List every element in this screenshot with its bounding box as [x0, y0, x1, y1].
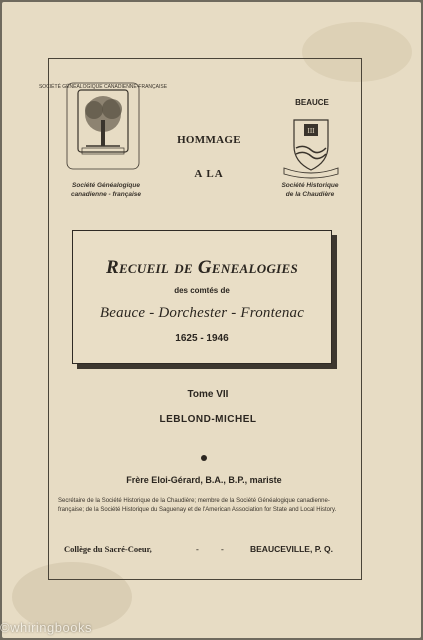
publisher-separator: - -: [196, 544, 234, 554]
author-name: Frère Eloi-Gérard, B.A., B.P., mariste: [126, 475, 282, 485]
left-seal-caption: [58, 182, 154, 199]
title-box: [72, 230, 332, 364]
publisher-location: BEAUCEVILLE, P. Q.: [250, 544, 333, 554]
caption-line: canadienne - française: [70, 190, 142, 198]
caption-line: Société Historique: [281, 182, 339, 189]
genealogical-society-seal-icon: [38, 82, 168, 176]
book-title: Recueil de Genealogies: [105, 257, 299, 278]
svg-text:III: III: [307, 127, 315, 135]
year-range: 1625 - 1946: [175, 333, 229, 344]
book-subtitle: des comtés de: [174, 286, 230, 295]
volume-number: Tome VII: [187, 389, 229, 400]
homage-text: HOMMAGE: [177, 134, 241, 146]
watermark-text: ©whiringbooks: [0, 620, 92, 635]
right-seal-caption: [262, 182, 358, 199]
svg-text:SOCIÉTÉ GÉNÉALOGIQUE CANADIENN: SOCIÉTÉ GÉNÉALOGIQUE CANADIENNE-FRANÇAISE: [38, 84, 168, 90]
counties-line: Beauce - Dorchester - Frontenac: [99, 305, 305, 321]
bullet-separator: [201, 455, 207, 461]
homage-text-continued: A LA: [194, 168, 224, 180]
caption-line: Société Généalogique: [72, 182, 140, 189]
historical-society-crest-icon: [280, 116, 342, 178]
caption-line: de la Chaudière: [285, 190, 335, 198]
publisher-name: Collège du Sacré-Coeur,: [64, 544, 152, 554]
seal-label: BEAUCE: [295, 98, 329, 107]
author-affiliation: Secrétaire de la Société Historique de la Chaudière; membre de la Société Généalogique canadienne-française; de la Société Historique du Saguenay et de l'American Association for State and Local History.: [58, 498, 337, 513]
volume-name: LEBLOND-MICHEL: [159, 414, 257, 425]
